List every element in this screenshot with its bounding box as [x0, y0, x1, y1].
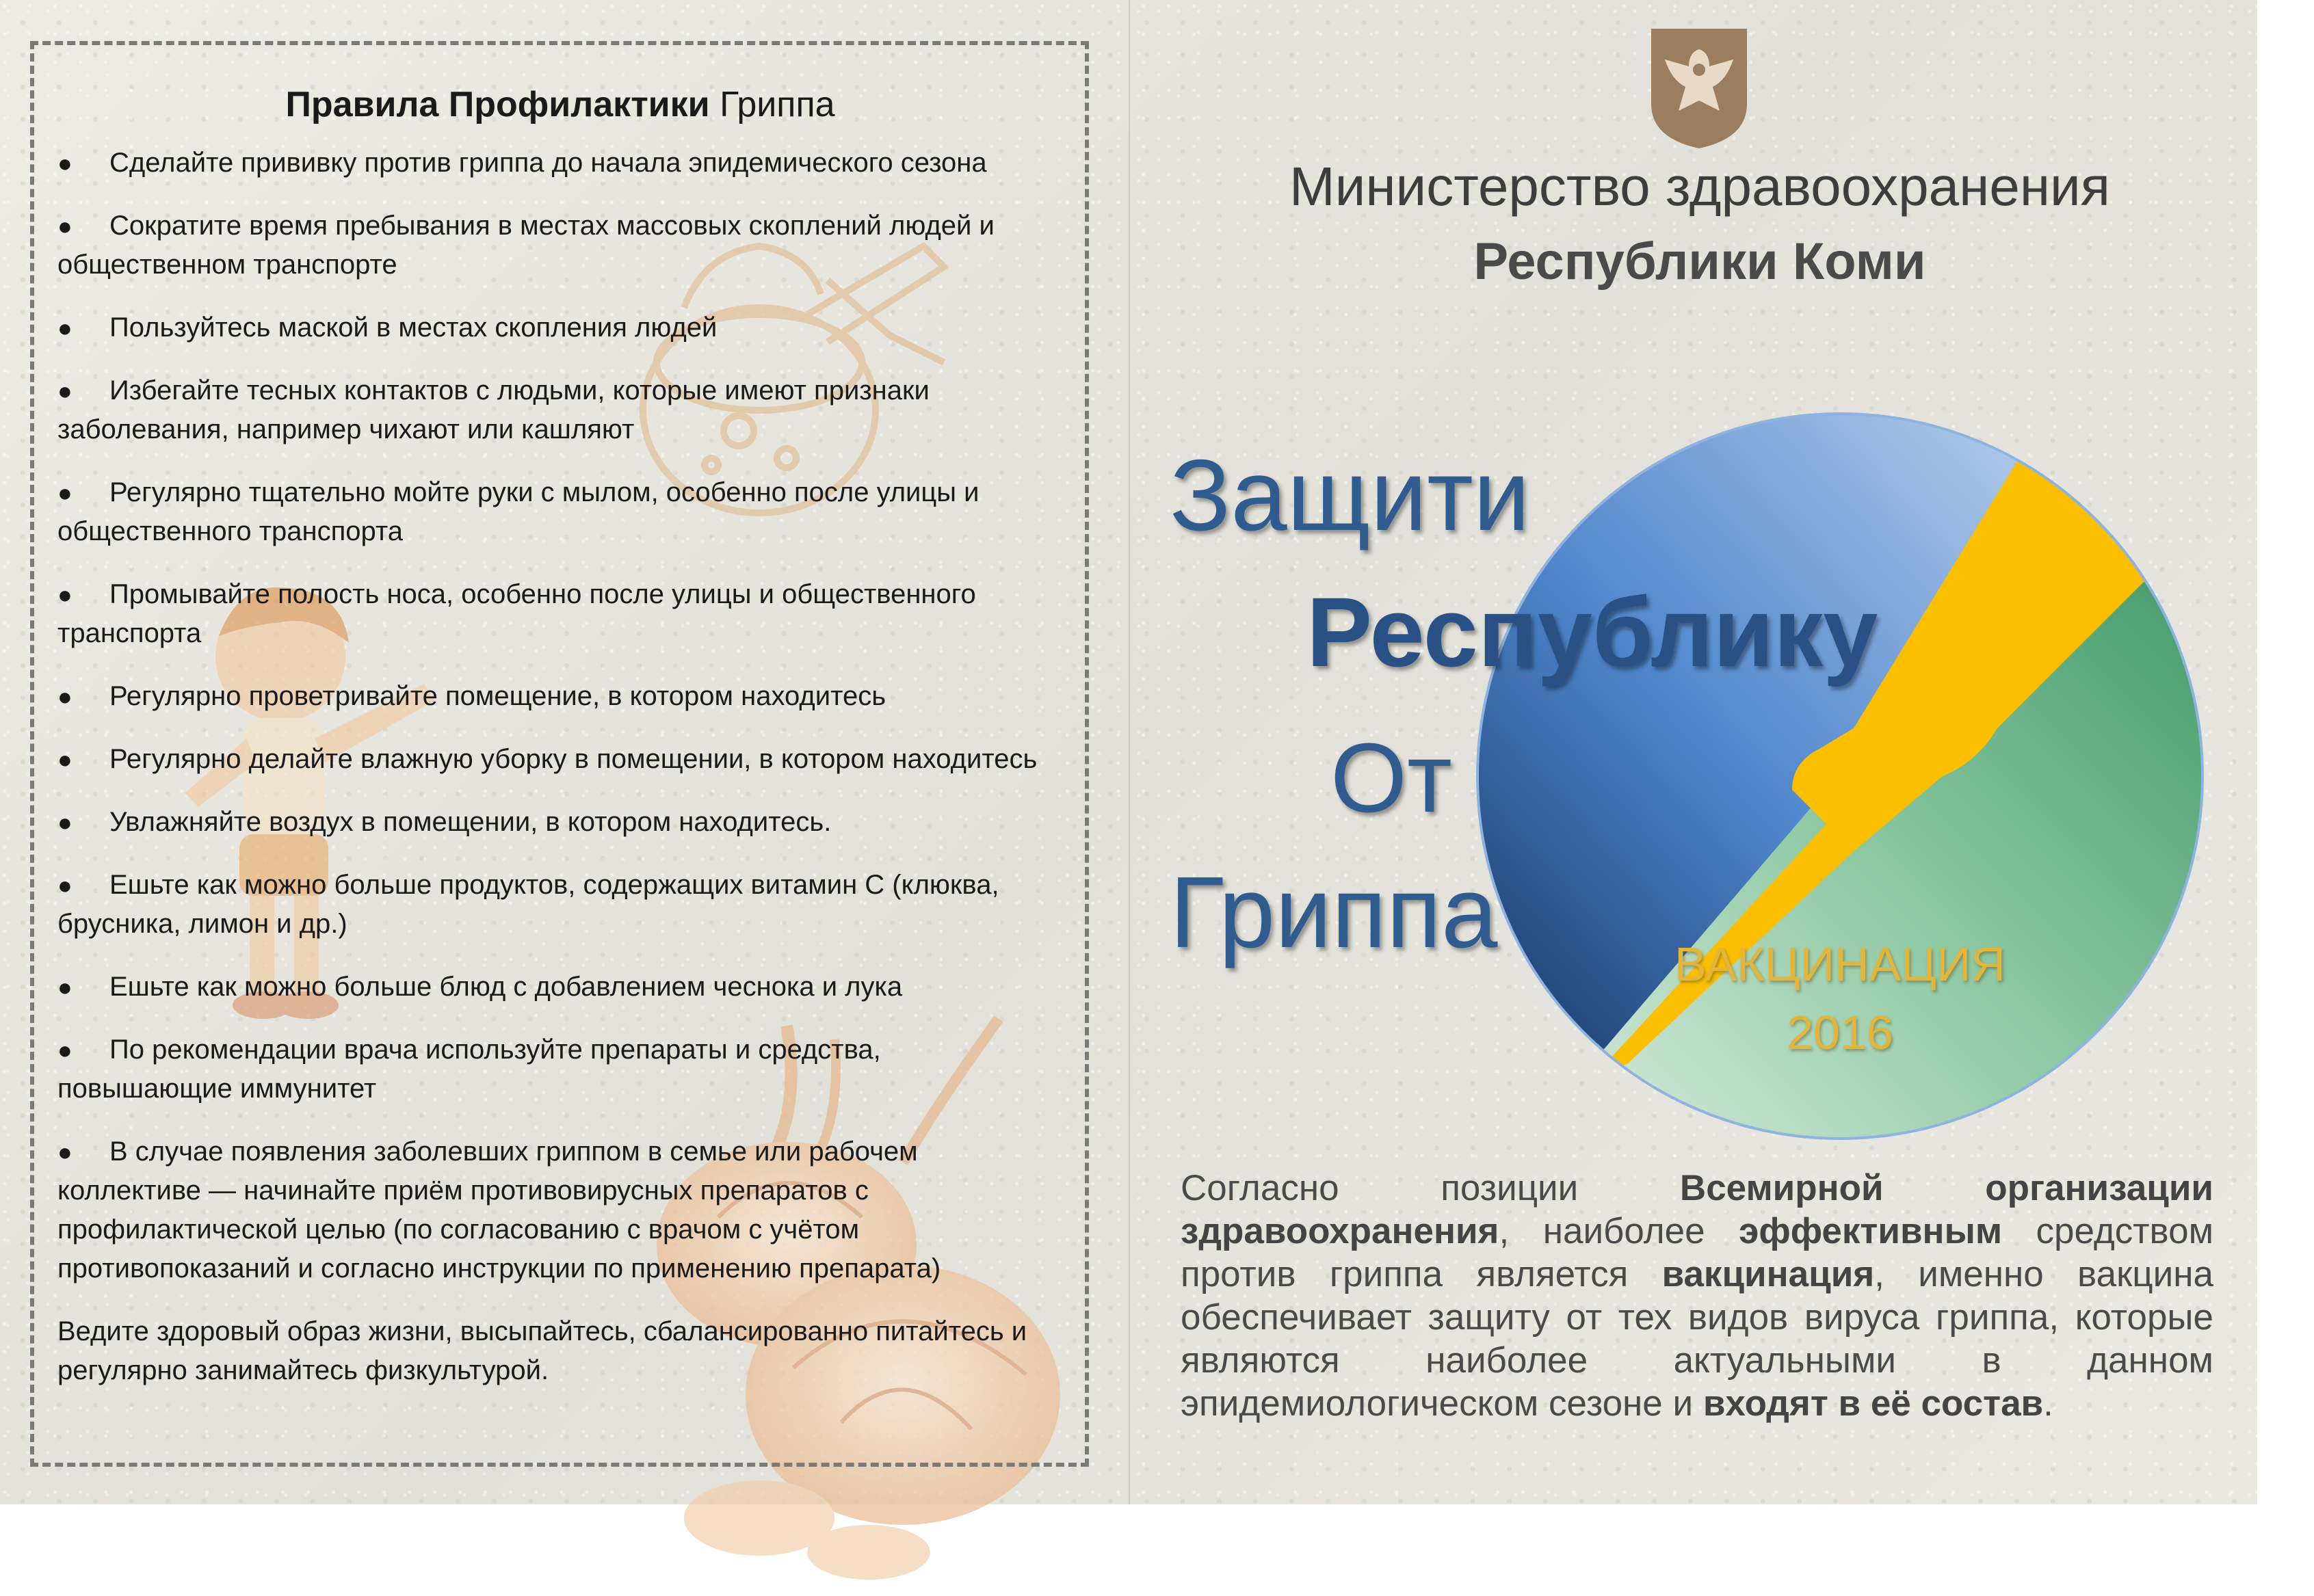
rule-item	[57, 677, 1063, 716]
bullet-icon: ●	[57, 581, 73, 609]
ministry-line1: Министерство здравоохранения	[1289, 156, 2110, 217]
rule-item	[57, 1030, 1063, 1108]
rules-title-regular: Гриппа	[720, 85, 835, 124]
rules-title	[57, 81, 1063, 129]
rules-list	[57, 144, 1063, 1288]
vaccination-year: 2016	[1787, 1006, 1893, 1059]
vaccination-word: ВАКЦИНАЦИЯ	[1674, 937, 2006, 991]
ministry-heading	[1204, 149, 2196, 300]
rule-text: Промывайте полость носа, особенно после улицы и общественного транспорта	[57, 579, 976, 648]
bullet-icon: ●	[57, 682, 73, 710]
bullet-icon: ●	[57, 479, 73, 507]
who-text-bold3: вакцинация	[1661, 1254, 1875, 1294]
who-text-part1: Согласно позиции	[1181, 1168, 1680, 1208]
rule-text: Ешьте как можно больше блюд с добавлением чеснока и лука	[109, 972, 903, 1002]
rule-item	[57, 968, 1063, 1007]
who-text-part5: .	[2043, 1383, 2053, 1424]
bullet-icon: ●	[57, 149, 73, 177]
rule-text: Сократите время пребывания в местах массовых скоплений людей и общественном транспорте	[57, 211, 995, 280]
rule-item	[57, 308, 1063, 347]
rule-text: Пользуйтесь маской в местах скопления людей	[109, 312, 718, 343]
rule-item	[57, 740, 1063, 779]
rule-item	[57, 473, 1063, 551]
rule-item	[57, 1132, 1063, 1288]
fold-line	[1129, 0, 1130, 1504]
rule-text: Регулярно делайте влажную уборку в помещении, в котором находитесь	[109, 744, 1038, 774]
bullet-icon: ●	[57, 973, 73, 1001]
rule-item	[57, 575, 1063, 653]
slogan-word-1: Защити	[1170, 439, 1530, 552]
bullet-icon: ●	[57, 808, 73, 836]
bullet-icon: ●	[57, 1036, 73, 1064]
rule-text: Увлажняйте воздух в помещении, в котором находитесь.	[109, 807, 832, 837]
rule-text: В случае появления заболевших гриппом в семье или рабочем коллективе — начинайте приём противовирусных препаратов с профилактической целью (по согласованию с врачом с учётом противопоказаний и согласно инструкции по применению препарата)	[57, 1136, 941, 1284]
rules-panel	[57, 81, 1063, 1390]
bullet-icon: ●	[57, 212, 73, 240]
rule-text: Сделайте прививку против гриппа до начала эпидемического сезона	[109, 148, 987, 178]
slogan-word-2: Республику	[1306, 577, 1878, 687]
vaccination-label	[1642, 930, 2038, 1067]
rule-text: Регулярно тщательно мойте руки с мылом, особенно после улицы и общественного транспорта	[57, 477, 979, 546]
rule-text: По рекомендации врача используйте препараты и средства, повышающие иммунитет	[57, 1035, 881, 1104]
bullet-icon: ●	[57, 314, 73, 342]
rule-item	[57, 803, 1063, 842]
who-text-part4: , именно вакцина обеспечивает защиту от тех видов вируса гриппа, которые являются наиболее актуальными в данном эпидемиологическом сезоне и	[1181, 1254, 2213, 1424]
rules-footer: Ведите здоровый образ жизни, высыпайтесь, сбалансированно питайтесь и регулярно занимайтесь физкультурой.	[57, 1316, 1027, 1385]
rule-item	[57, 866, 1063, 944]
bullet-icon: ●	[57, 871, 73, 899]
bullet-icon: ●	[57, 745, 73, 773]
rules-title-bold: Правила Профилактики	[285, 85, 710, 124]
slogan-word-3: От	[1330, 723, 1452, 833]
who-text-part3: средством против гриппа является	[1181, 1211, 2214, 1294]
rule-text: Ешьте как можно больше продуктов, содержащих витамин С (клюква, брусника, лимон и др.)	[57, 870, 999, 939]
rule-item	[57, 207, 1063, 284]
who-text-bold4: входят в её состав	[1702, 1383, 2044, 1424]
who-text-bold2: эффективным	[1739, 1211, 2003, 1251]
komi-emblem-icon	[1644, 22, 1754, 152]
slogan-word-4: Гриппа	[1170, 856, 1498, 969]
ministry-line2: Республики Коми	[1473, 232, 1926, 291]
rule-text: Регулярно проветривайте помещение, в котором находитесь	[109, 681, 886, 711]
rule-item	[57, 371, 1063, 449]
bullet-icon: ●	[57, 377, 73, 405]
rule-item	[57, 144, 1063, 183]
rule-text: Избегайте тесных контактов с людьми, которые имеют признаки заболевания, например чихают или кашляют	[57, 375, 930, 444]
bullet-icon: ●	[57, 1138, 73, 1166]
who-statement	[1181, 1167, 2213, 1425]
who-text-part2: , наиболее	[1499, 1211, 1739, 1251]
who-text-bold1: Всемирной организации здравоохранения	[1181, 1168, 2213, 1251]
